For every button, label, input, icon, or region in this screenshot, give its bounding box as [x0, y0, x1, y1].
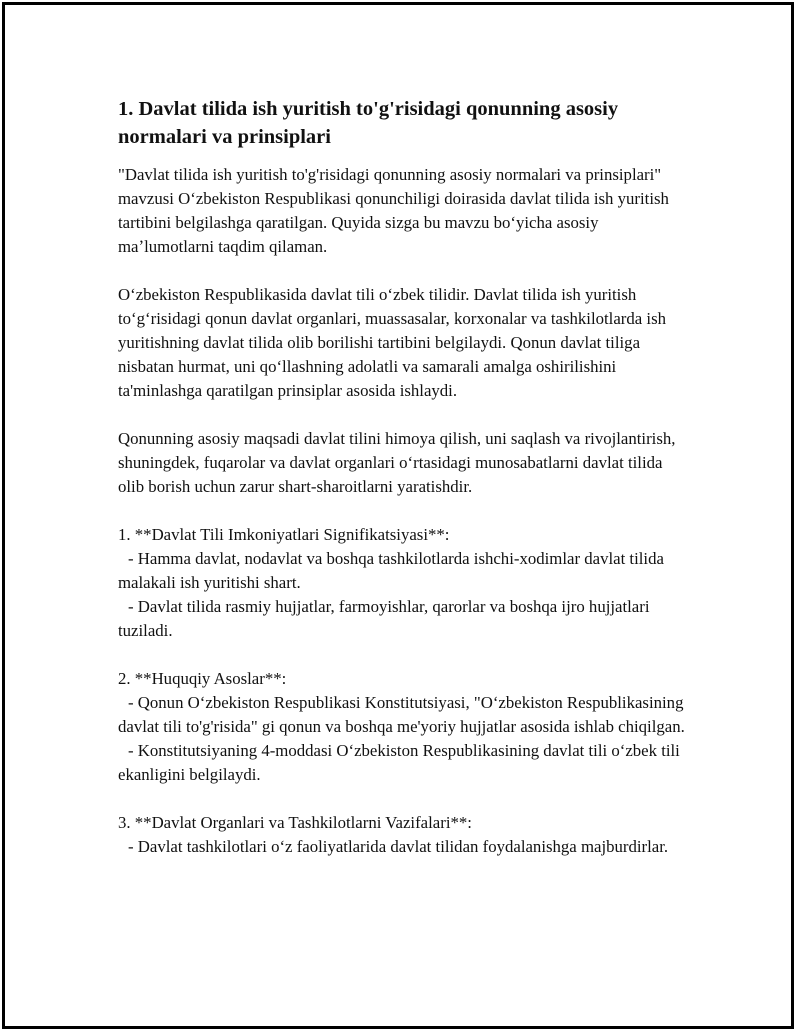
paragraph-intro: "Davlat tilida ish yuritish to'g'risidagi qonunning asosiy normalari va prinsiplari" mavzusi Oʻzbekiston Respublikasi qonunchiligi doirasida davlat tilida ish yuritish tartibini belgilashga qaratilgan. Quyida sizga bu mavzu boʻyicha asosiy maʼlumotlarni taqdim qilaman. [118, 165, 669, 256]
document-body [118, 95, 688, 883]
list-item: - Davlat tilida rasmiy hujjatlar, farmoyishlar, qarorlar va boshqa ijro hujjatlari tuziladi. [118, 597, 650, 640]
section-2 [118, 667, 688, 787]
list-item: - Hamma davlat, nodavlat va boshqa tashkilotlarda ishchi-xodimlar davlat tilida malakali ish yuritishi shart. [118, 549, 664, 592]
section-1 [118, 523, 688, 643]
list-item: - Davlat tashkilotlari oʻz faoliyatlarida davlat tilidan foydalanishga majburdirlar. [128, 837, 669, 856]
list-item: - Konstitutsiyaning 4-moddasi Oʻzbekiston Respublikasining davlat tili oʻzbek tili ekanligini belgilaydi. [118, 741, 680, 784]
section-heading: 2. **Huquqiy Asoslar**: [118, 669, 287, 688]
paragraph-law-purpose: Qonunning asosiy maqsadi davlat tilini himoya qilish, uni saqlash va rivojlantirish, shuningdek, fuqarolar va davlat organlari oʻrtasidagi munosabatlarni davlat tilida olib borish uchun zarur shart-sharoitlarni yaratishdir. [118, 429, 676, 496]
paragraph-state-language: Oʻzbekiston Respublikasida davlat tili oʻzbek tilidir. Davlat tilida ish yuritish toʻgʻrisidagi qonun davlat organlari, muassasalar, korxonalar va tashkilotlarda ish yuritishning davlat tilida olib borilishi tartibini belgilaydi. Qonun davlat tiliga nisbatan hurmat, uni qoʻllashning adolatli va samarali amalga oshirilishini ta'minlashga qaratilgan prinsiplar asosida ishlaydi. [118, 285, 666, 400]
section-heading: 3. **Davlat Organlari va Tashkilotlarni Vazifalari**: [118, 813, 472, 832]
document-title: 1. Davlat tilida ish yuritish to'g'risidagi qonunning asosiy normalari va prinsiplari [118, 98, 619, 148]
list-item: - Qonun Oʻzbekiston Respublikasi Konstitutsiyasi, "Oʻzbekiston Respublikasining davlat tili to'g'risida" gi qonun va boshqa me'yoriy hujjatlar asosida ishlab chiqilgan. [118, 693, 685, 736]
section-3 [118, 811, 688, 859]
section-heading: 1. **Davlat Tili Imkoniyatlari Signifikatsiyasi**: [118, 525, 450, 544]
